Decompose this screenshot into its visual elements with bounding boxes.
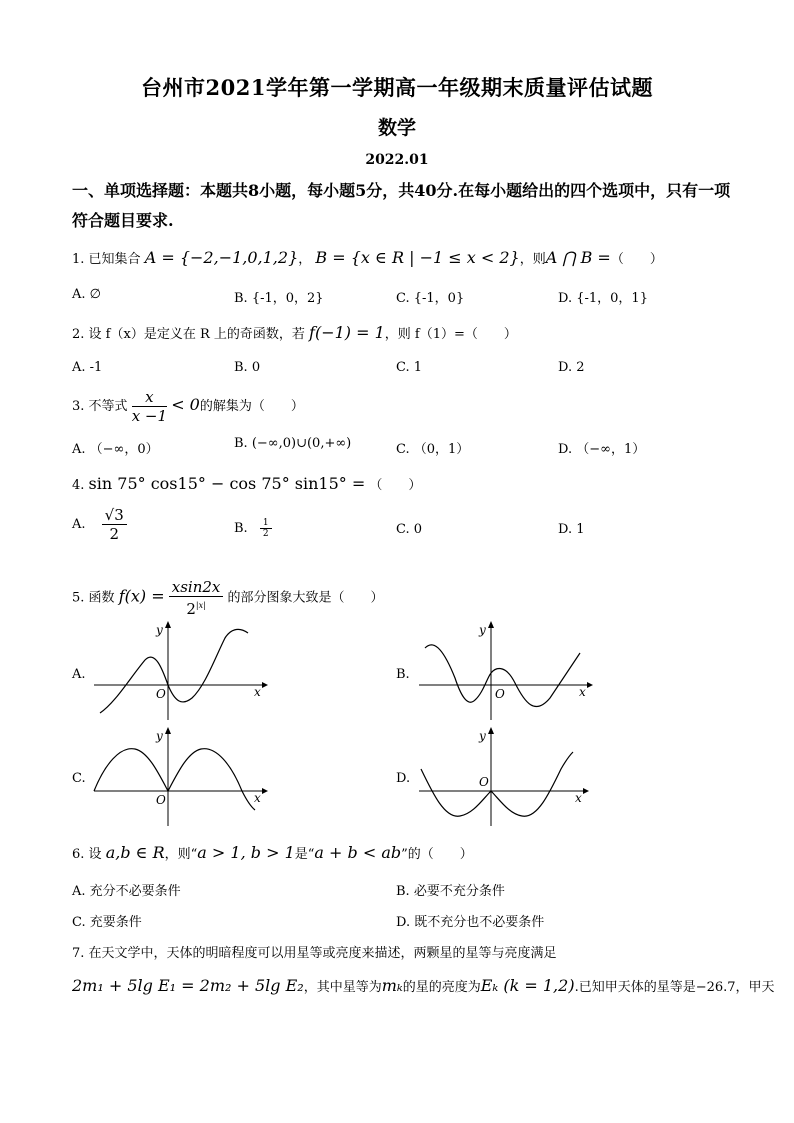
magnitude-formula: 2m₁ + 5lg E₁ = 2m₂ + 5lg E₂ (72, 976, 304, 995)
fraction-numerator: 1 (260, 518, 272, 529)
q3-option-b-text: B. (−∞,0)∪(0,+∞) (234, 436, 352, 451)
x-axis-label: x (254, 685, 261, 699)
q3-option-d[interactable]: D. （−∞，1） (558, 442, 646, 457)
question-number: 5. (72, 590, 85, 606)
question-stem: 设 f（x）是定义在 R 上的奇函数，若 (88, 327, 305, 342)
question-stem-tail: 的部分图象大致是（ ） (227, 590, 384, 606)
graph-a[interactable] (90, 618, 270, 723)
option-label: A. (72, 517, 86, 532)
stem-part: 是“ (294, 847, 315, 862)
y-axis-label: y (156, 623, 163, 637)
y-axis-label: y (479, 623, 486, 637)
function-fraction (169, 578, 224, 618)
q2-option-c[interactable]: C. 1 (396, 360, 423, 375)
question-5 (72, 578, 384, 618)
x-axis-label: x (575, 791, 582, 805)
answer-paren: （ ） (610, 252, 663, 267)
intersection-expr: A ⋂ B = (545, 248, 611, 267)
q6-option-d[interactable]: D. 既不充分也不必要条件 (396, 915, 545, 930)
q6-option-c[interactable]: C. 充要条件 (72, 915, 142, 930)
question-stem: 不等式 (88, 399, 128, 414)
inequality-rhs: < 0 (171, 395, 200, 414)
fraction-denominator: 2 (262, 529, 269, 539)
x-axis-arrow (587, 682, 593, 688)
question-number: 7. (72, 946, 85, 961)
x-axis-arrow (262, 788, 268, 794)
q6-option-a[interactable]: A. 充分不必要条件 (72, 884, 181, 899)
y-axis-label: y (156, 729, 163, 743)
curve (94, 749, 255, 810)
q1-option-b[interactable]: B. {-1，0，2} (234, 291, 324, 306)
stem-part: 的星的亮度为 (402, 980, 481, 995)
q1-option-a[interactable]: A. ∅ (72, 287, 101, 302)
y-axis-arrow (488, 727, 494, 734)
question-3 (72, 388, 304, 425)
curve (100, 629, 248, 713)
fraction-numerator: √3 (102, 506, 127, 525)
graph-b[interactable] (415, 618, 595, 723)
brightness-var: Eₖ (k = 1,2) (480, 976, 575, 995)
fraction-denominator: x −1 (131, 407, 168, 425)
q1-option-d[interactable]: D. {-1，0，1} (558, 291, 648, 306)
x-axis-label: x (254, 791, 261, 805)
domain-expr: a,b ∈ R (105, 843, 165, 862)
y-axis-arrow (165, 621, 171, 628)
q2-option-a[interactable]: A. -1 (72, 360, 103, 375)
stem-part: ，则“ (164, 847, 198, 862)
q5-option-b[interactable]: B. (396, 667, 410, 682)
q4-option-c[interactable]: C. 0 (396, 522, 423, 537)
section-heading: 一、单项选择题：本题共8小题，每小题5分，共40分.在每小题给出的四个选项中，只有一项符合题目要求. (72, 181, 731, 230)
exam-title: 台州市2021学年第一学期高一年级期末质量评估试题 (141, 75, 653, 100)
question-stem-tail: ，则 f（1）=（ ） (384, 327, 517, 342)
y-axis-arrow (165, 727, 171, 734)
answer-paren: （ ） (369, 478, 422, 493)
question-stem: 函数 (88, 590, 115, 606)
q3-option-a[interactable]: A. （−∞，0） (72, 442, 159, 457)
x-axis-label: x (579, 685, 586, 699)
trig-expression: sin 75° cos15° − cos 75° sin15° = (88, 474, 366, 493)
question-7 (72, 942, 557, 961)
question-7-line-2 (72, 976, 775, 995)
q5-option-c[interactable]: C. (72, 771, 86, 786)
question-stem-tail: 的解集为（ ） (199, 399, 304, 414)
question-number: 4. (72, 478, 85, 493)
exam-date: 2022.01 (365, 152, 429, 168)
stem-part: .已知甲天体的星等是−26.7，甲天 (574, 980, 775, 995)
question-stem-tail: ，则 (519, 252, 546, 267)
origin-label: O (156, 687, 166, 701)
question-number: 3. (72, 399, 85, 414)
q2-option-d[interactable]: D. 2 (558, 360, 585, 375)
fraction-denominator: 2 (109, 525, 119, 543)
fraction-numerator: xsin2x (169, 578, 224, 597)
question-stem: 在天文学中，天体的明暗程度可以用星等或亮度来描述，两颗星的星等与亮度满足 (88, 946, 557, 961)
question-number: 1. (72, 252, 85, 267)
question-6 (72, 843, 473, 862)
origin-label: O (156, 793, 166, 807)
magnitude-var: mₖ (381, 976, 403, 995)
q4-option-d[interactable]: D. 1 (558, 522, 585, 537)
q4-option-b[interactable] (234, 518, 272, 539)
origin-label: O (495, 687, 505, 701)
q6-option-b[interactable]: B. 必要不充分条件 (396, 884, 505, 899)
q5-option-a[interactable]: A. (72, 667, 86, 682)
fraction-denominator (169, 597, 224, 618)
q2-option-b[interactable]: B. 0 (234, 360, 261, 375)
stem-part: ”的（ ） (401, 847, 473, 862)
question-stem: 设 (88, 847, 102, 862)
graph-d[interactable] (415, 724, 595, 829)
q1-option-c[interactable]: C. {-1，0} (396, 291, 465, 306)
set-b: B = {x ∈ R | −1 ≤ x < 2} (315, 248, 520, 267)
target-expr: a + b < ab (314, 843, 402, 862)
question-4 (72, 474, 421, 493)
y-axis-arrow (488, 621, 494, 628)
sqrt3-over-2 (102, 506, 127, 543)
question-number: 6. (72, 847, 85, 862)
x-axis-arrow (583, 788, 589, 794)
subject-title: 数学 (377, 117, 416, 139)
one-half (260, 518, 272, 539)
q3-option-c[interactable]: C. （0，1） (396, 442, 470, 457)
function-lhs: f(x) = (118, 586, 165, 606)
x-axis-arrow (262, 682, 268, 688)
y-axis-label: y (479, 729, 486, 743)
origin-label: O (479, 775, 489, 789)
question-stem: 已知集合 (88, 252, 141, 267)
q4-option-a[interactable] (72, 506, 127, 543)
stem-part: ，其中星等为 (303, 980, 382, 995)
condition-expr: a > 1, b > 1 (197, 843, 295, 862)
curve (421, 752, 573, 816)
question-number: 2. (72, 327, 85, 342)
fraction-numerator: x (132, 388, 167, 407)
graph-c[interactable] (90, 724, 270, 829)
question-2 (72, 323, 517, 342)
odd-function-condition: f(−1) = 1 (309, 323, 385, 342)
q5-option-d[interactable]: D. (396, 771, 411, 786)
question-1 (72, 248, 663, 267)
denominator-exponent: |x| (195, 601, 206, 610)
option-label: B. (234, 521, 248, 536)
denominator-base: 2 (186, 600, 196, 618)
separator: ， (298, 252, 312, 267)
set-a: A = {−2,−1,0,1,2} (144, 248, 299, 267)
inequality-fraction (132, 388, 167, 425)
q3-option-b[interactable] (234, 436, 351, 451)
